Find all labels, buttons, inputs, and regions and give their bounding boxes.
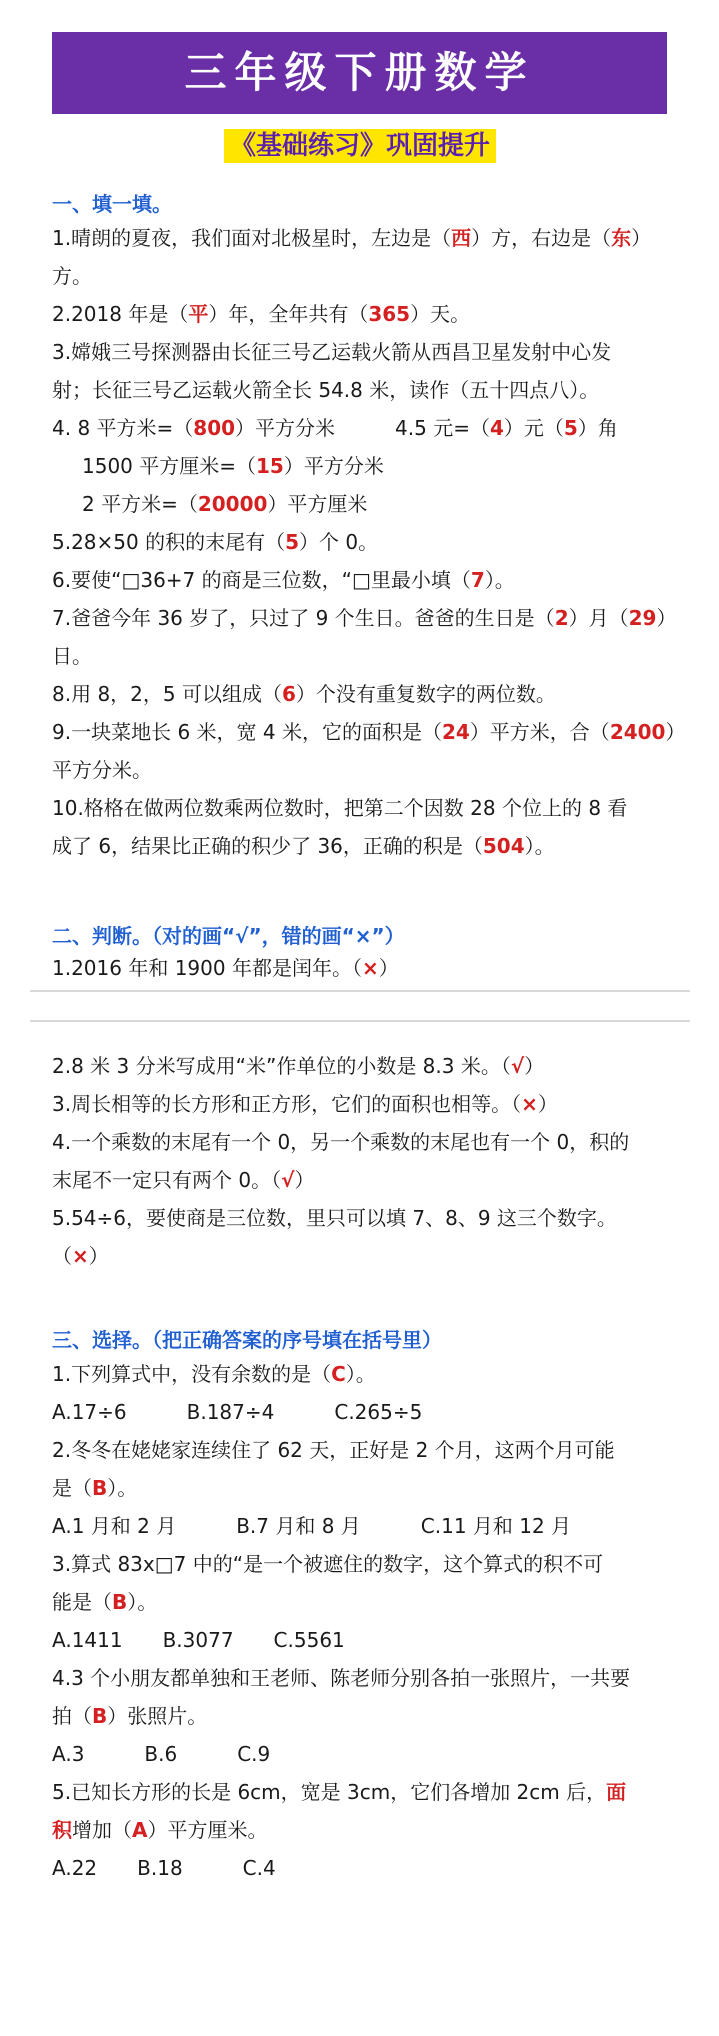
q3-line-1: 3.嫦娥三号探测器由长征三号乙运载火箭从西昌卫星发射中心发 [52,340,612,364]
q6: 6.要使“□36+7 的商是三位数，“□里最小填（7）。 [52,568,515,592]
answer: 4 [489,416,504,440]
answer: √ [281,1168,295,1192]
answer: 800 [193,416,236,440]
c3-line-1: 3.算式 83x□7 中的“是一个被遮住的数字，这个算式的积不可 [52,1552,604,1576]
section-1-heading: 一、填一填。 [52,192,172,216]
answer: B [92,1476,108,1500]
page-1 [30,20,690,992]
c3-options: A.1411 B.3077 C.5561 [52,1628,345,1652]
answer: 24 [441,720,470,744]
answer: 5 [563,416,578,440]
answer: 504 [482,834,525,858]
q9-line-1: 9.一块菜地长 6 米，宽 4 米，它的面积是（24）平方米，合（2400） [52,720,686,744]
c1-options: A.17÷6 B.187÷4 C.265÷5 [52,1400,423,1424]
answer: 西 [451,226,472,250]
q1-line-2: 方。 [52,264,92,288]
j2: 2.8 米 3 分米写成用“米”作单位的小数是 8.3 米。（√） [52,1054,545,1078]
j3: 3.周长相等的长方形和正方形，它们的面积也相等。（×） [52,1092,558,1116]
answer: 7 [470,568,485,592]
answer: × [361,956,379,980]
j5-line-1: 5.54÷6，要使商是三位数，里只可以填 7、8、9 这三个数字。 [52,1206,617,1230]
q10-line-1: 10.格格在做两位数乘两位数时，把第二个因数 28 个位上的 8 看 [52,796,628,820]
j4-line-1: 4.一个乘数的末尾有一个 0，另一个乘数的末尾也有一个 0，积的 [52,1130,630,1154]
c5-options: A.22 B.18 C.4 [52,1856,276,1880]
q9-line-2: 平方分米。 [52,758,152,782]
answer: 365 [368,302,411,326]
c4-line-1: 4.3 个小朋友都单独和王老师、陈老师分别各拍一张照片，一共要 [52,1666,631,1690]
c5-line-2: 积增加（A）平方厘米。 [52,1818,268,1842]
section-3-heading: 三、选择。（把正确答案的序号填在括号里） [52,1328,442,1352]
c3-line-2: 能是（B）。 [52,1590,158,1614]
answer: B [112,1590,128,1614]
page-2 [30,1020,690,2022]
j4-line-2: 末尾不一定只有两个 0。（√） [52,1168,315,1192]
c1: 1.下列算式中，没有余数的是（C）。 [52,1362,376,1386]
answer: A [132,1818,148,1842]
answer: B [92,1704,108,1728]
q8: 8.用 8，2，5 可以组成（6）个没有重复数字的两位数。 [52,682,556,706]
answer: × [72,1244,89,1268]
emphasis: 积 [52,1818,72,1842]
q7-line-1: 7.爸爸今年 36 岁了，只过了 9 个生日。爸爸的生日是（2）月（29） [52,606,677,630]
answer: × [521,1092,538,1116]
q7-line-2: 日。 [52,644,92,668]
q10-line-2: 成了 6，结果比正确的积少了 36，正确的积是（504）。 [52,834,555,858]
answer: 5 [285,530,300,554]
q4-line-1: 4. 8 平方米=（800）平方分米 4.5 元=（4）元（5）角 [52,416,618,440]
emphasis: 面 [606,1780,627,1804]
page-title: 三年级下册数学 [52,32,667,114]
answer: 6 [281,682,296,706]
answer: 29 [628,606,657,630]
answer: 15 [256,454,284,478]
answer: 2 [554,606,569,630]
answer: 2400 [609,720,666,744]
j5-line-2: （×） [52,1244,109,1268]
answer: √ [510,1054,525,1078]
c2-line-2: 是（B）。 [52,1476,138,1500]
answer: 20000 [197,492,268,516]
q2: 2.2018 年是（平）年，全年共有（365）天。 [52,302,471,326]
c2-line-1: 2.冬冬在姥姥家连续住了 62 天，正好是 2 个月，这两个月可能 [52,1438,615,1462]
c4-options: A.3 B.6 C.9 [52,1742,271,1766]
j1: 1.2016 年和 1900 年都是闰年。（×） [52,956,399,980]
c5-line-1: 5.已知长方形的长是 6cm，宽是 3cm，它们各增加 2cm 后，面 [52,1780,627,1804]
answer: 平 [188,302,209,326]
subtitle: 《基础练习》巩固提升 [30,125,690,162]
answer: C [331,1362,346,1386]
section-2-heading: 二、判断。（对的画“√”，错的画“×”） [52,924,405,948]
q4-line-3: 2 平方米=（20000）平方厘米 [82,492,368,516]
q5: 5.28×50 的积的末尾有（5）个 0。 [52,530,379,554]
q1-line-1: 1.晴朗的夏夜，我们面对北极星时，左边是（西）方，右边是（东） [52,226,652,250]
q4-line-2: 1500 平方厘米=（15）平方分米 [82,454,384,478]
c2-options: A.1 月和 2 月 B.7 月和 8 月 C.11 月和 12 月 [52,1514,572,1538]
c4-line-2: 拍（B）张照片。 [52,1704,208,1728]
answer: 东 [611,226,632,250]
q3-line-2: 射；长征三号乙运载火箭全长 54.8 米，读作（五十四点八）。 [52,378,600,402]
